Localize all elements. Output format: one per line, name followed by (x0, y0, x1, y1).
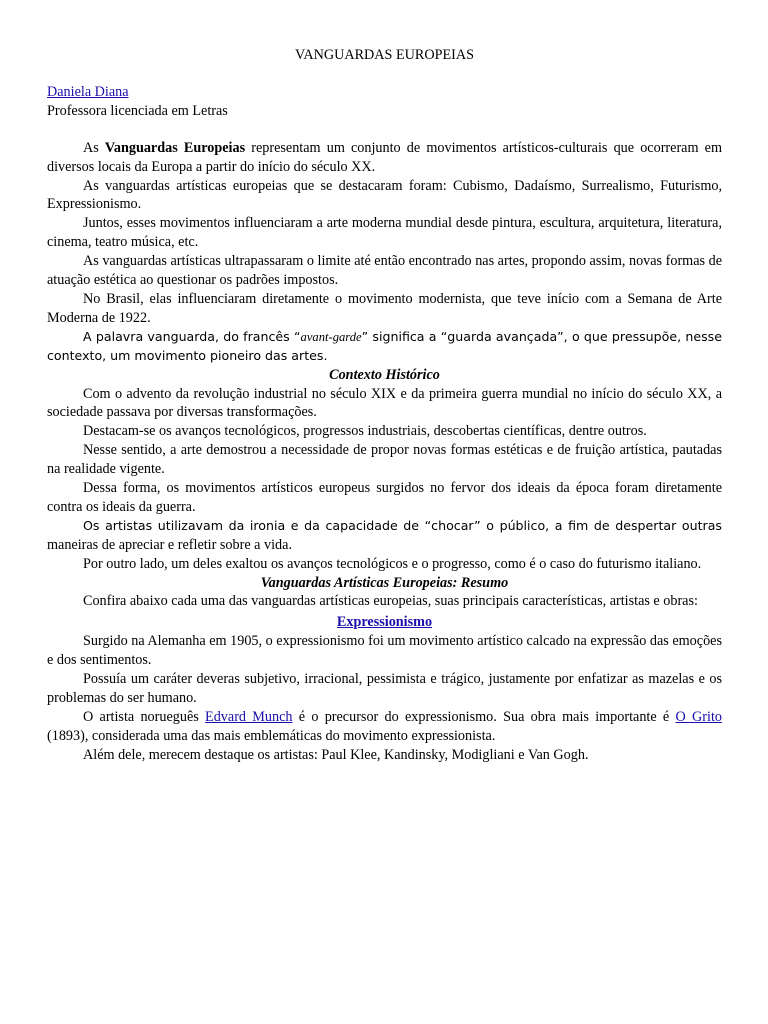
contexto-paragraph-3: Nesse sentido, a arte demostrou a necessidade de propor novas formas estéticas e de fruição artística, pautadas na realidade vigente. (47, 442, 722, 478)
expressionismo-link[interactable]: Expressionismo (336, 614, 433, 631)
intro-paragraph-3: Juntos, esses movimentos influenciaram a arte moderna mundial desde pintura, escultura, arquitetura, literatura, cinema, teatro música, etc. (47, 215, 722, 251)
intro-paragraph-2: As vanguardas artísticas europeias que se destacaram foram: Cubismo, Dadaísmo, Surrealismo, Futurismo, Expressionismo. (47, 177, 722, 213)
highlight-term: Vanguardas Europeias (104, 139, 246, 156)
document-page (47, 46, 722, 765)
expressionismo-paragraph-4: Além dele, merecem destaque os artistas: Paul Klee, Kandinsky, Modigliani e Van Gogh. (83, 746, 589, 763)
author-link[interactable]: Daniela Diana (47, 83, 129, 100)
intro-paragraph-4: As vanguardas artísticas ultrapassaram o limite até então encontrado nas artes, propondo assim, novas formas de atuação estética ao questionar os padrões impostos. (47, 253, 722, 289)
contexto-heading: Contexto Histórico (329, 366, 440, 383)
contexto-paragraph-1: Com o advento da revolução industrial no século XIX e da primeira guerra mundial no início do século XX, a sociedade passava por diversas transformações. (47, 385, 722, 421)
edvard-munch-link[interactable]: Edvard Munch (205, 708, 293, 725)
contexto-paragraph-2: Destacam-se os avanços tecnológicos, progressos industriais, descobertas científicas, dentre outros. (83, 423, 647, 440)
contexto-paragraph-6: Por outro lado, um deles exaltou os avanços tecnológicos e o progresso, como é o caso do futurismo italiano. (83, 555, 702, 572)
intro-paragraph-1: As Vanguardas Europeias representam um conjunto de movimentos artísticos-culturais que ocorreram em diversos locais da Europa a partir do início do século XX. (47, 139, 722, 175)
intro-paragraph-5: No Brasil, elas influenciaram diretamente o movimento modernista, que teve início com a Semana de Arte Moderna de 1922. (47, 290, 722, 326)
expressionismo-paragraph-2: Possuía um caráter deveras subjetivo, irracional, pessimista e trágico, justamente por enfatizar as mazelas e os problemas do ser humano. (47, 671, 722, 706)
o-grito-link[interactable]: O Grito (675, 708, 722, 725)
author-line (47, 83, 722, 102)
expressionismo-paragraph-1: Surgido na Alemanha em 1905, o expressionismo foi um movimento artístico calcado na expressão das emoções e dos sentimentos. (47, 633, 722, 669)
resumo-heading: Vanguardas Artísticas Europeias: Resumo (260, 574, 509, 591)
contexto-paragraph-4: Dessa forma, os movimentos artísticos europeus surgidos no fervor dos ideais da época foram diretamente contra os ideais da guerra. (47, 480, 722, 515)
intro-paragraph-6: A palavra vanguarda, do francês “avant-garde” significa a “guarda avançada”, o que pressupõe, nesse contexto, um movimento pioneiro das artes. (47, 328, 722, 363)
author-role: Professora licenciada em Letras (47, 102, 228, 119)
resumo-paragraph-1: Confira abaixo cada uma das vanguardas artísticas europeias, suas principais características, artistas e obras: (83, 593, 698, 610)
document-title: VANGUARDAS EUROPEIAS (294, 47, 475, 63)
contexto-paragraph-5: Os artistas utilizavam da ironia e da capacidade de “chocar” o público, a fim de despertar outras maneiras de apreciar e refletir sobre a vida. (47, 517, 722, 553)
expressionismo-paragraph-3: O artista norueguês Edvard Munch é o precursor do expressionismo. Sua obra mais importante é O Grito (1893), considerada uma das mais emblemáticas do movimento expressionista. (47, 708, 722, 744)
expressionismo-heading (47, 613, 722, 632)
